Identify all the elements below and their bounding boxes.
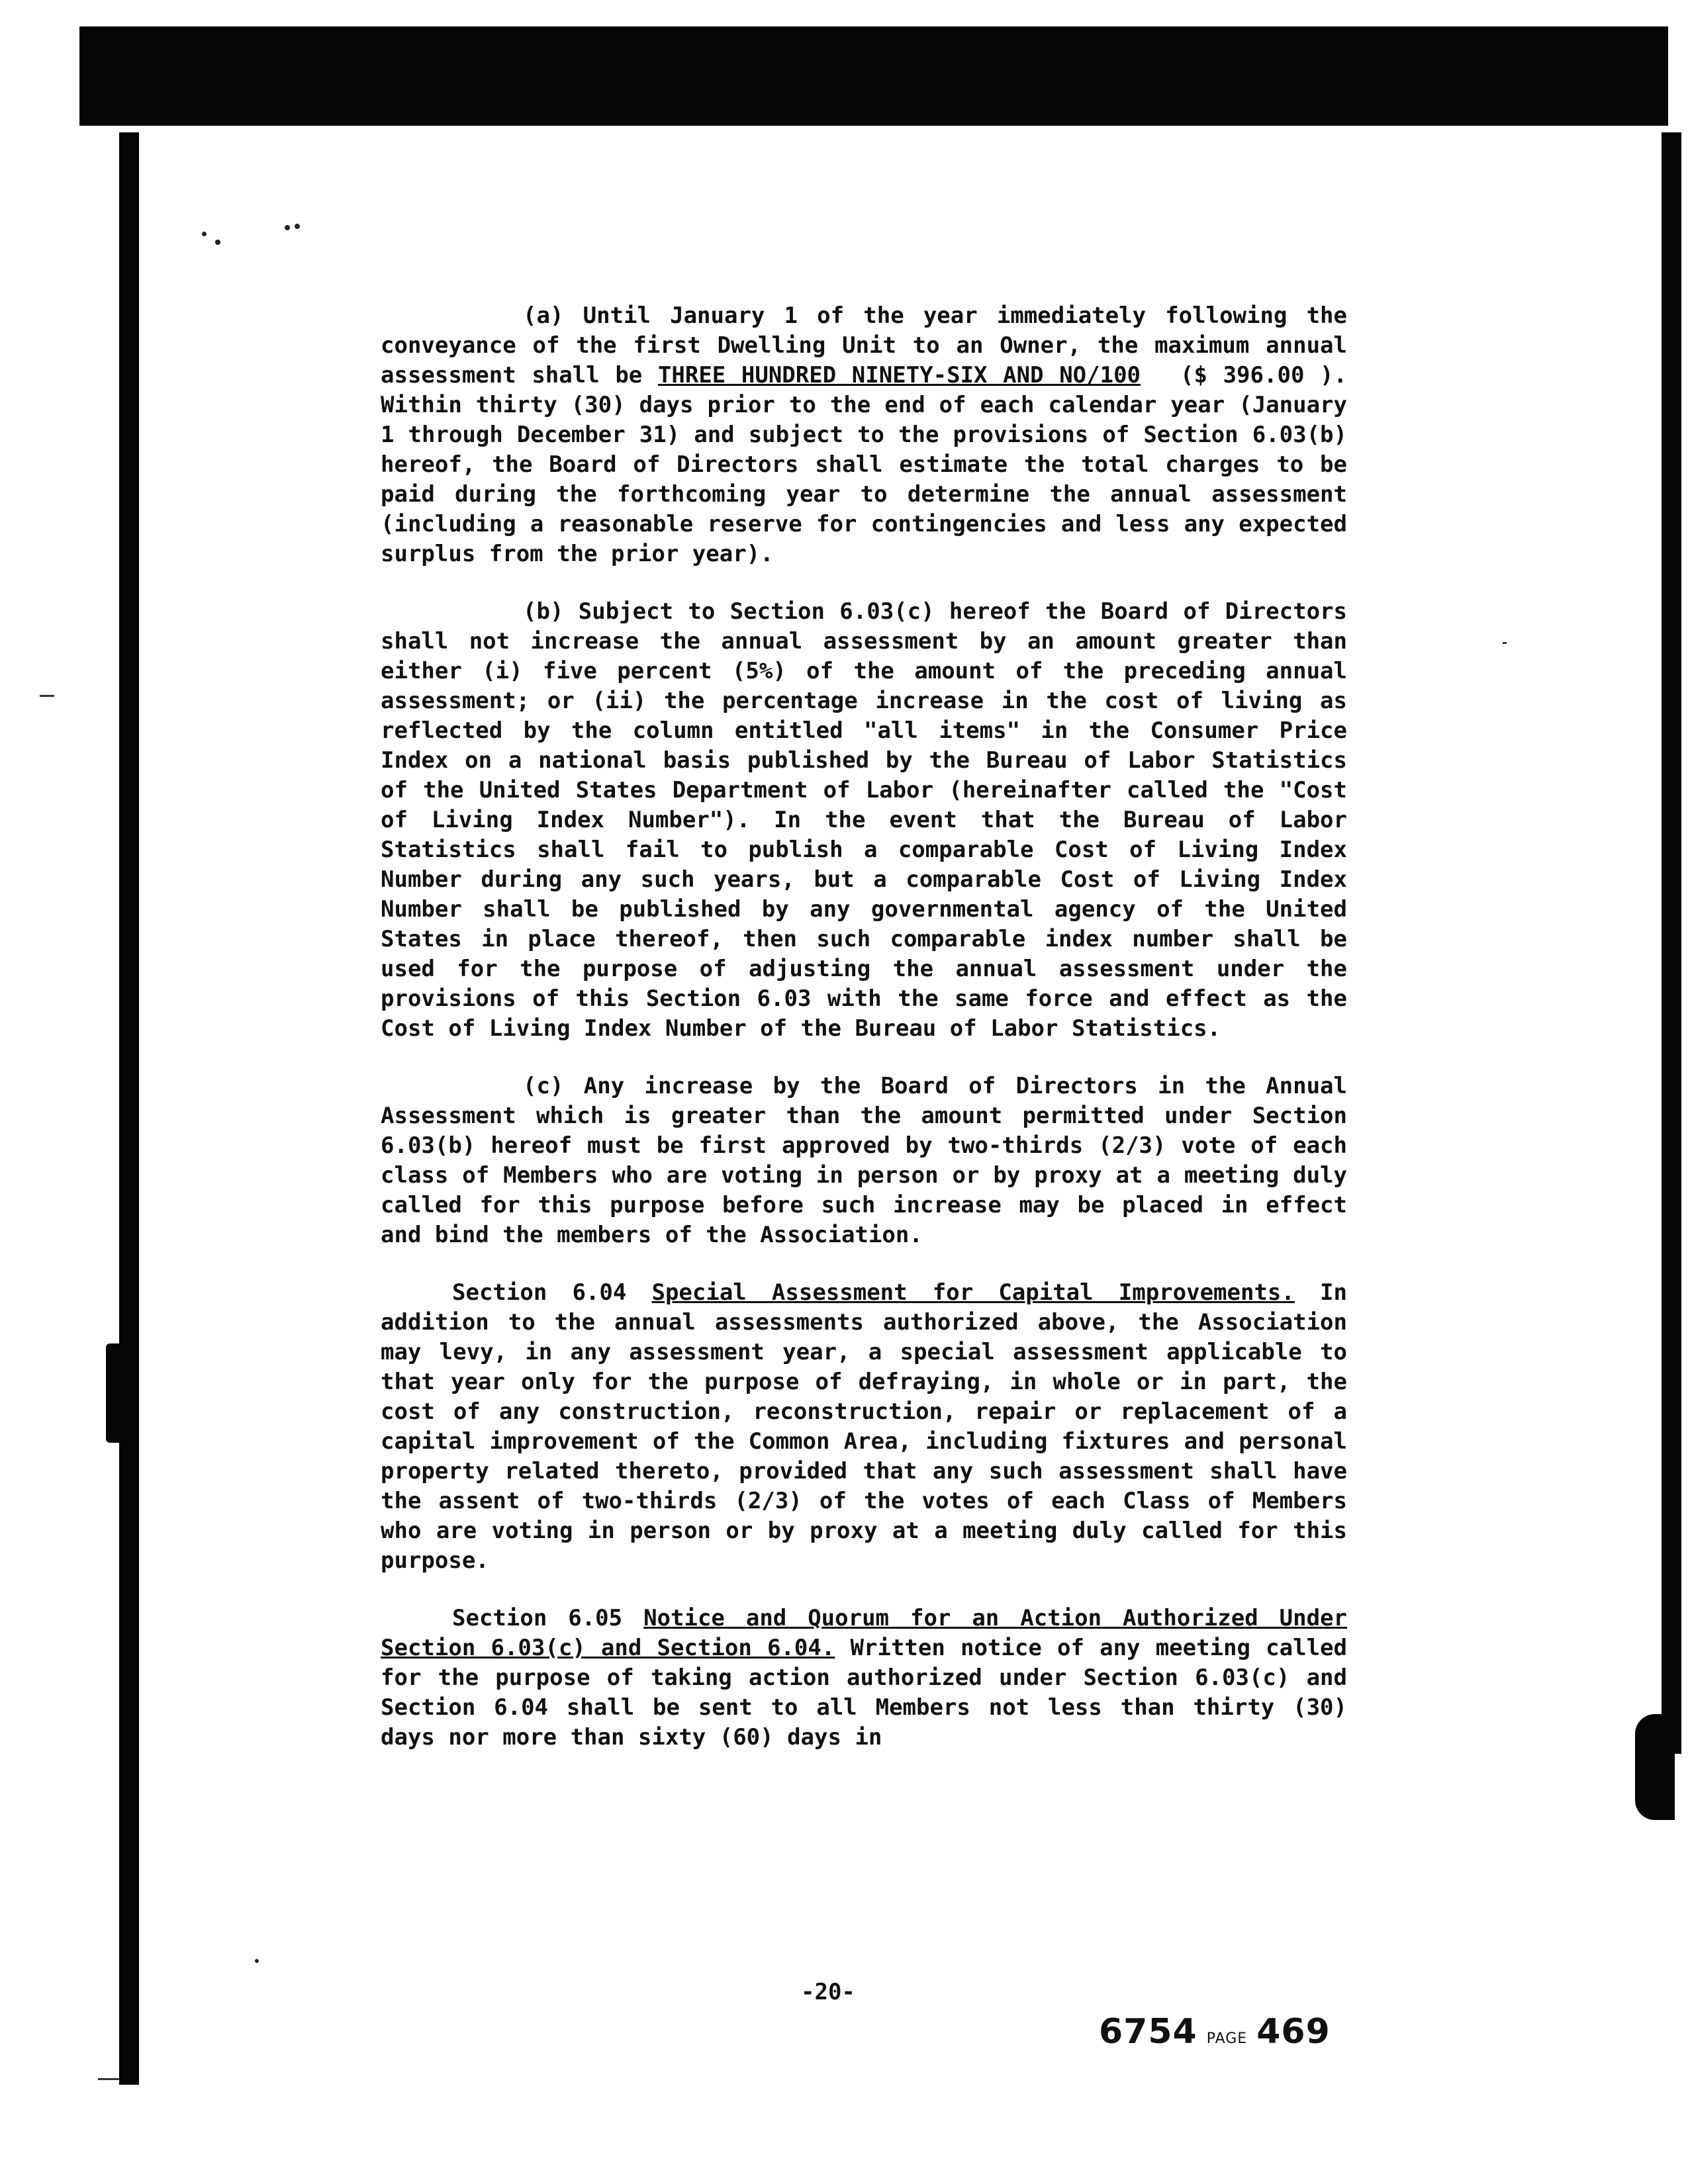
scan-mark [98,2078,119,2080]
section-6-04-body: In addition to the annual assessments authorized above, the Association may levy, in any assessment year, a special assessment applicable to that year only for the purpose of defraying, in whole or in part, the cost of any construction, reconstruction, repair or replacement of a capital improvement of the Common Area, including fixtures and personal property related thereto, provided that any such assessment shall have the assent of two-thirds (2/3) of the votes of each Class of Members who are voting in person or by proxy at a meeting duly called for this purpose. [381,1279,1347,1574]
section-6-05-number: Section 6.05 [452,1605,623,1631]
scan-speck [202,232,207,236]
paragraph-a-label: (a) [523,302,564,329]
section-6-04-number: Section 6.04 [452,1279,627,1306]
scan-speck [295,224,300,229]
paragraph-a [381,301,1347,569]
assessment-amount-words: THREE HUNDRED NINETY-SIX AND NO/100 [657,362,1141,388]
paragraph-a-intro: Until January 1 of the year immediately following the conveyance of the first Dwelling Unit to an Owner, the maximum annual assessment shall be [381,302,1347,388]
paragraph-c-body: Any increase by the Board of Directors in the Annual Assessment which is greater than the amount permitted under Section 6.03(b) hereof must be first approved by two-thirds (2/3) vote of each class of Members who are voting in person or by proxy at a meeting duly called for this purpose before such increase may be placed in effect and bind the members of the Association. [381,1073,1347,1248]
document-body [381,301,1347,1780]
book-page-reference [1099,2012,1331,2052]
paragraph-b [381,597,1347,1044]
paragraph-b-body: Subject to Section 6.03(c) hereof the Board of Directors shall not increase the annual assessment by an amount greater than either (i) five percent (5%) of the amount of the preceding annual assessment; or (ii) the percentage increase in the cost of living as reflected by the column entitled "all items" in the Consumer Price Index on a national basis published by the Bureau of Labor Statistics of the United States Department of Labor (hereinafter called the "Cost of Living Index Number"). In the event that the Bureau of Labor Statistics shall fail to publish a comparable Cost of Living Index Number during any such years, but a comparable Cost of Living Index Number shall be published by any governmental agency of the United States in place thereof, then such comparable index number shall be used for the purpose of adjusting the annual assessment under the provisions of this Section 6.03 with the same force and effect as the Cost of Living Index Number of the Bureau of Labor Statistics. [381,598,1347,1042]
scan-right-artifact [1635,1714,1675,1820]
scan-speck [285,225,290,230]
book-page-number: 469 [1256,2012,1331,2052]
scan-left-border [119,132,139,2085]
scan-right-border [1662,132,1681,1754]
paragraph-b-label: (b) [523,598,564,625]
scan-top-border [79,26,1668,126]
assessment-amount-figure: ($ 396.00 ). [1180,362,1347,388]
scan-mark [1503,642,1507,644]
book-number: 6754 [1099,2012,1197,2052]
scan-speck [255,1959,259,1963]
paragraph-c [381,1071,1347,1250]
scan-mark [40,695,54,697]
section-6-05-heading: Notice and Quorum for an Action Authorized Under Section 6.03(c) and Section 6.04. [381,1605,1347,1661]
paragraph-a-body: Within thirty (30) days prior to the end of each calendar year (January 1 through December 31) and subject to the provisions of Section 6.03(b) hereof, the Board of Directors shall estimate the total charges to be paid during the forthcoming year to determine the annual assessment (including a reasonable reserve for contingencies and less any expected surplus from the prior year). [381,392,1347,567]
section-6-05 [381,1604,1347,1752]
section-6-04-heading: Special Assessment for Capital Improvements. [651,1279,1295,1306]
paragraph-c-label: (c) [523,1073,564,1099]
section-6-05-body: Written notice of any meeting called for the purpose of taking action authorized under Section 6.03(c) and Section 6.04 shall be sent to all Members not less than thirty (30) days nor more than sixty (60) days in [381,1635,1347,1751]
section-6-04 [381,1278,1347,1576]
scan-speck [215,240,220,245]
page-number: -20- [801,1979,855,2005]
scan-left-artifact [106,1343,126,1443]
page-label: PAGE [1206,2030,1248,2047]
